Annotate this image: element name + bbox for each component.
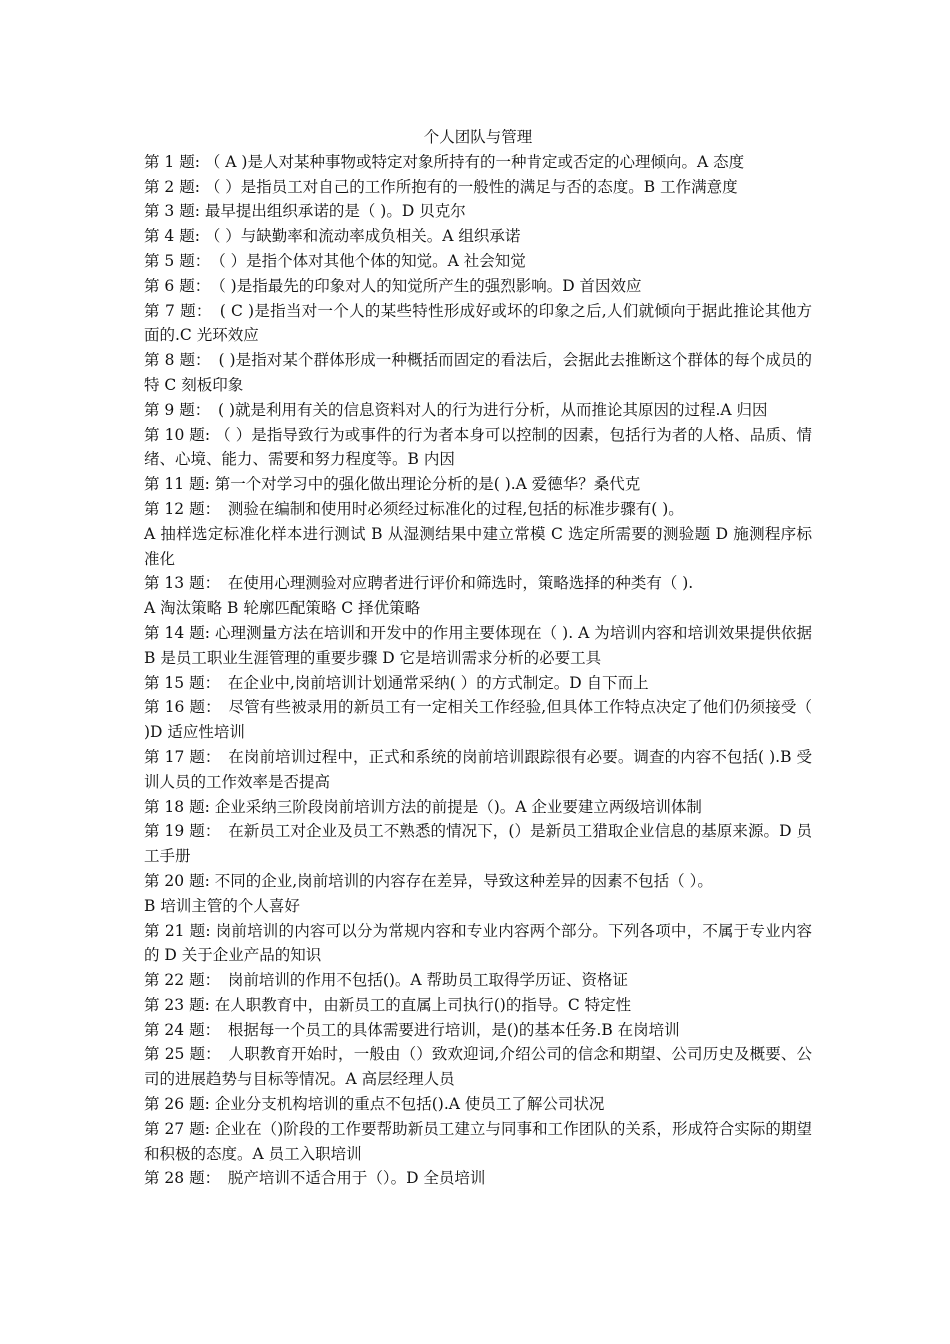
question-paragraph: 第 9 题： ( )就是利用有关的信息资料对人的行为进行分析，从而推论其原因的过程.A 归因 (144, 400, 768, 419)
question-paragraph: 第 2 题: （ ）是指员工对自己的工作所抱有的一般性的满足与否的态度。B 工作满意度 (144, 177, 738, 196)
question-paragraph: 第 23 题: 在人职教育中，由新员工的直属上司执行()的指导。C 特定性 (144, 995, 632, 1014)
question-paragraph: B 培训主管的个人喜好 (144, 896, 300, 915)
question-paragraph: 第 24 题： 根据每一个员工的具体需要进行培训，是()的基本任务.B 在岗培训 (144, 1020, 680, 1039)
question-paragraph: 第 28 题： 脱产培训不适合用于（）。D 全员培训 (144, 1169, 486, 1188)
question-paragraph: 第 21 题: 岗前培训的内容可以分为常规内容和专业内容两个部分。下列各项中，不属于专业内容的 D 关于企业产品的知识 (144, 921, 812, 965)
question-paragraph: 第 4 题: （ ）与缺勤率和流动率成负相关。A 组织承诺 (144, 227, 521, 246)
question-paragraph: 第 18 题: 企业采纳三阶段岗前培训方法的前提是（)。A 企业要建立两级培训体制 (144, 797, 702, 816)
question-paragraph: 第 7 题： ( C )是指当对一个人的某些特性形成好或坏的印象之后,人们就倾向于据此推论其他方面的.C 光环效应 (144, 301, 812, 345)
question-paragraph: 第 6 题： （ )是指最先的印象对人的知觉所产生的强烈影响。D 首因效应 (144, 276, 642, 295)
question-paragraph: 第 16 题： 尽管有些被录用的新员工有一定相关工作经验,但具体工作特点决定了他们仍须接受（ )D 适应性培训 (144, 698, 812, 742)
question-paragraph: 第 8 题： ( )是指对某个群体形成一种概括而固定的看法后，会据此去推断这个群体的每个成员的特 C 刻板印象 (144, 351, 812, 394)
question-paragraph: 第 15 题： 在企业中,岗前培训计划通常采纳( ）的方式制定。D 自下而上 (144, 673, 649, 692)
question-paragraph: 第 13 题： 在使用心理测验对应聘者进行评价和筛选时，策略选择的种类有（ ). (144, 574, 694, 593)
document-body (144, 125, 812, 1191)
question-paragraph: 第 25 题： 人职教育开始时，一般由（）致欢迎词,介绍公司的信念和期望、公司历史及概要、公司的进展趋势与目标等情况。A 高层经理人员 (144, 1045, 812, 1089)
question-paragraph: 第 12 题： 测验在编制和使用时必须经过标准化的过程,包括的标准步骤有( )。 (144, 499, 684, 518)
question-paragraph: 第 5 题： （ ）是指个体对其他个体的知觉。A 社会知觉 (144, 251, 526, 270)
question-list (144, 150, 812, 1191)
question-paragraph: 第 27 题: 企业在（)阶段的工作要帮助新员工建立与同事和工作团队的关系，形成符合实际的期望和积极的态度。A 员工入职培训 (144, 1119, 812, 1163)
document-title: 个人团队与管理 (423, 128, 533, 146)
question-paragraph: 第 11 题: 第一个对学习中的强化做出理论分析的是( ).A 爱德华？桑代克 (144, 475, 641, 494)
question-paragraph: 第 26 题: 企业分支机构培训的重点不包括().A 使员工了解公司状况 (144, 1095, 605, 1114)
question-paragraph: A 抽样选定标准化样本进行测试 B 从湿测结果中建立常模 C 选定所需要的测验题 D 施测程序标准化 (144, 524, 812, 568)
question-paragraph: 第 19 题： 在新员工对企业及员工不熟悉的情况下，(）是新员工猎取企业信息的基原来源。D 员工手册 (144, 822, 812, 866)
question-paragraph: A 淘汰策略 B 轮廓匹配策略 C 择优策略 (144, 599, 421, 618)
question-paragraph: 第 10 题: （ ）是指导致行为或事件的行为者本身可以控制的因素，包括行为者的人格、品质、情绪、心境、能力、需要和努力程度等。B 内因 (144, 425, 812, 469)
question-paragraph: 第 20 题: 不同的企业,岗前培训的内容存在差异，导致这种差异的因素不包括（ ）。 (144, 871, 713, 890)
question-paragraph: 第 17 题： 在岗前培训过程中，正式和系统的岗前培训跟踪很有必要。调查的内容不包括( ).B 受训人员的工作效率是否提高 (144, 747, 812, 791)
question-paragraph: 第 1 题: （ A )是人对某种事物或特定对象所持有的一种肯定或否定的心理倾向。A 态度 (144, 152, 745, 171)
question-paragraph: 第 3 题: 最早提出组织承诺的是（ )。D 贝克尔 (144, 202, 466, 221)
question-paragraph: 第 22 题： 岗前培训的作用不包括()。A 帮助员工取得学历证、资格证 (144, 971, 629, 990)
question-paragraph: 第 14 题: 心理测量方法在培训和开发中的作用主要体现在（ ). A 为培训内容和培训效果提供依据 B 是员工职业生涯管理的重要步骤 D 它是培训需求分析的必要工具 (144, 623, 812, 667)
